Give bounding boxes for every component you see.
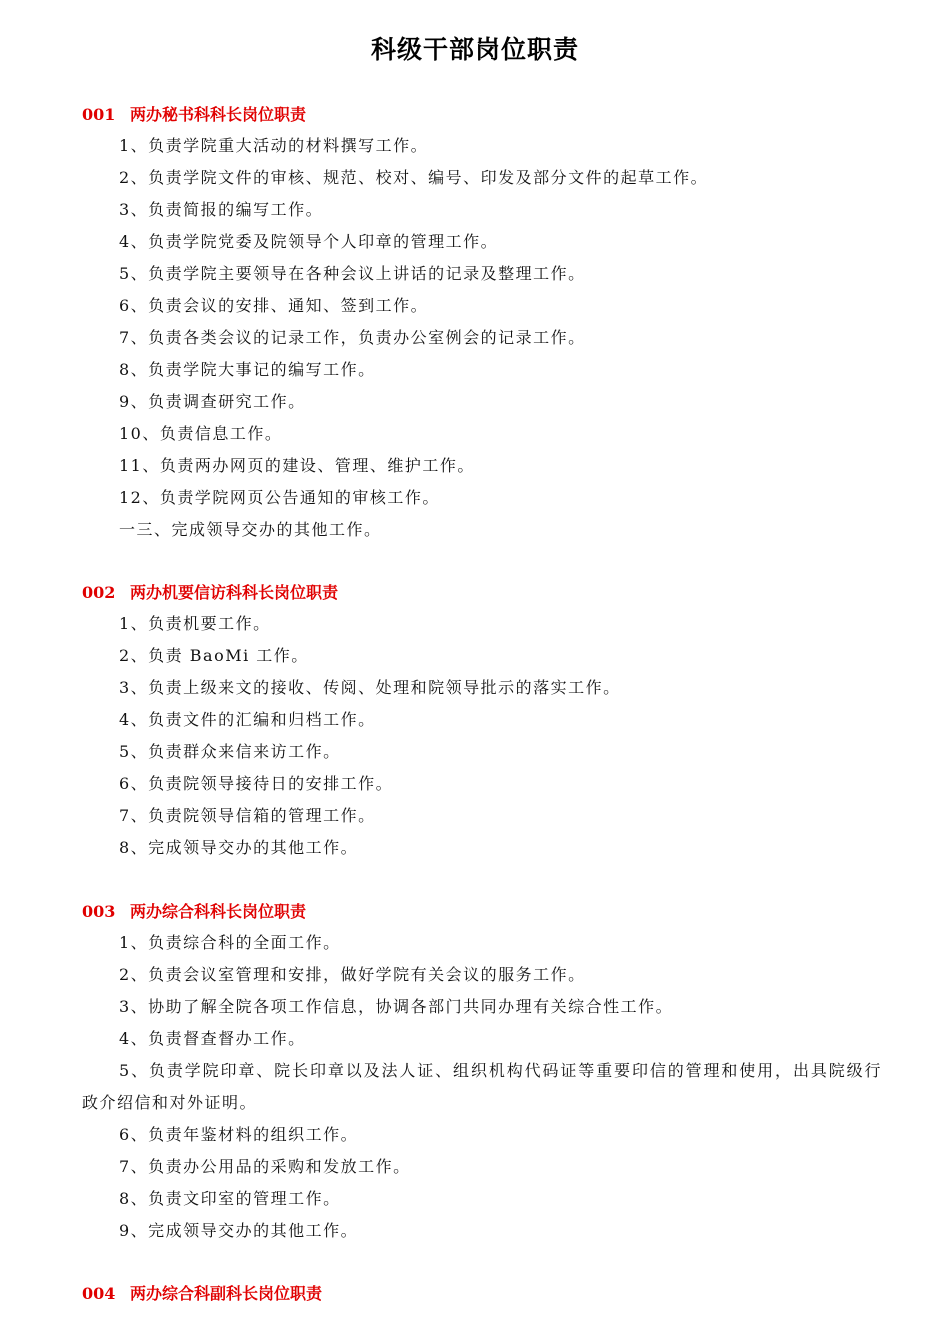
section-001: [82, 100, 882, 546]
duty-item: 6、负责院领导接待日的安排工作。: [119, 774, 394, 793]
duty-item: 9、完成领导交办的其他工作。: [119, 1221, 359, 1240]
duty-item: 5、负责群众来信来访工作。: [119, 742, 341, 761]
section-heading: [82, 1279, 882, 1309]
section-number: 001: [82, 105, 116, 124]
duty-item: 1、负责机要工作。: [119, 614, 271, 633]
duty-item: 5、负责学院印章、院长印章以及法人证、组织机构代码证等重要印信的管理和使用，出具院级行政介绍信和对外证明。: [82, 1061, 882, 1112]
duty-item: 8、负责学院大事记的编写工作。: [119, 360, 376, 379]
section-number: 002: [82, 583, 116, 602]
duty-item: 2、负责 BaoMi 工作。: [119, 646, 309, 665]
duty-item: 7、负责院领导信箱的管理工作。: [119, 806, 376, 825]
duty-item: 4、负责学院党委及院领导个人印章的管理工作。: [119, 232, 499, 251]
duty-item: 6、负责年鉴材料的组织工作。: [119, 1125, 359, 1144]
duty-item: 6、负责会议的安排、通知、签到工作。: [119, 296, 429, 315]
duty-item: 9、负责调查研究工作。: [119, 392, 306, 411]
duty-item: 一三、完成领导交办的其他工作。: [119, 520, 382, 539]
duty-item: 4、负责文件的汇编和归档工作。: [119, 710, 376, 729]
section-heading: [82, 100, 882, 130]
section-number: 004: [82, 1284, 116, 1303]
duty-item: 4、负责督查督办工作。: [119, 1029, 306, 1048]
document-title: 科级干部岗位职责: [370, 35, 579, 64]
duty-item: 2、负责学院文件的审核、规范、校对、编号、印发及部分文件的起草工作。: [119, 168, 709, 187]
section-number: 003: [82, 902, 116, 921]
duty-item: 3、协助了解全院各项工作信息，协调各部门共同办理有关综合性工作。: [119, 997, 674, 1016]
section-002: [82, 578, 882, 864]
section-title: 两办机要信访科科长岗位职责: [130, 583, 339, 602]
duty-item: 7、负责办公用品的采购和发放工作。: [119, 1157, 411, 1176]
duty-list: [82, 608, 882, 864]
duty-item: 8、负责文印室的管理工作。: [119, 1189, 341, 1208]
duty-item: 12、负责学院网页公告通知的审核工作。: [119, 488, 440, 507]
duty-item: 5、负责学院主要领导在各种会议上讲话的记录及整理工作。: [119, 264, 586, 283]
section-004: [82, 1279, 882, 1309]
section-title: 两办秘书科科长岗位职责: [130, 105, 307, 124]
duty-item: 2、负责会议室管理和安排，做好学院有关会议的服务工作。: [119, 965, 586, 984]
section-003: [82, 897, 882, 1247]
duty-item: 3、负责简报的编写工作。: [119, 200, 324, 219]
duty-item: 8、完成领导交办的其他工作。: [119, 838, 359, 857]
duty-item: 11、负责两办网页的建设、管理、维护工作。: [119, 456, 475, 475]
duty-item: 1、负责学院重大活动的材料撰写工作。: [119, 136, 429, 155]
duty-item: 10、负责信息工作。: [119, 424, 283, 443]
section-heading: [82, 897, 882, 927]
duty-item: 3、负责上级来文的接收、传阅、处理和院领导批示的落实工作。: [119, 678, 621, 697]
duty-list: [82, 927, 882, 1247]
section-title: 两办综合科副科长岗位职责: [130, 1284, 323, 1303]
section-heading: [82, 578, 882, 608]
duty-item: 1、负责综合科的全面工作。: [119, 933, 341, 952]
duty-item: 7、负责各类会议的记录工作，负责办公室例会的记录工作。: [119, 328, 586, 347]
section-title: 两办综合科科长岗位职责: [130, 902, 307, 921]
duty-list: [82, 130, 882, 546]
